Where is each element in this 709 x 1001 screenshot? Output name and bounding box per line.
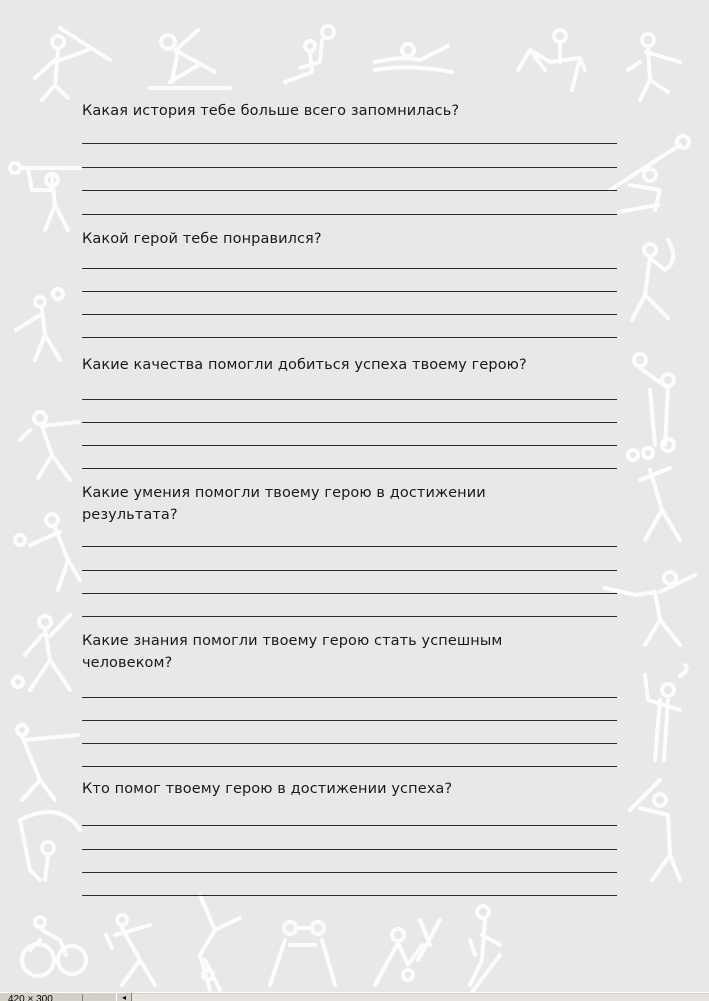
scroll-left-button[interactable]: ◂ [116, 993, 132, 1001]
answer-line[interactable] [82, 214, 617, 215]
rhythmic-gymnast-icon [645, 665, 687, 760]
baseball-icon [630, 780, 680, 880]
handball-icon [16, 289, 63, 360]
answer-line[interactable] [82, 143, 617, 144]
tennis-icon [632, 240, 673, 320]
answer-line[interactable] [82, 872, 617, 873]
answer-line[interactable] [82, 849, 617, 850]
volleyball-icon [15, 514, 80, 590]
answer-line[interactable] [82, 743, 617, 744]
answer-line[interactable] [82, 697, 617, 698]
question-4: Какие умения помогли твоему герою в достижении результата? [82, 485, 486, 523]
shot-put-icon [20, 412, 78, 480]
equestrian-icon [518, 30, 585, 90]
answer-line[interactable] [82, 337, 617, 338]
answer-line[interactable] [82, 314, 617, 315]
badminton-icon [375, 920, 440, 985]
answer-line[interactable] [82, 445, 617, 446]
gymnast-icon [20, 812, 80, 880]
answer-line[interactable] [82, 399, 617, 400]
answer-line[interactable] [82, 766, 617, 767]
football-icon [13, 615, 70, 690]
runner-icon [628, 34, 680, 100]
fencer-icon [605, 572, 695, 645]
diver-icon [200, 895, 240, 990]
rowing-icon [610, 136, 689, 212]
weightlifter-icon [10, 163, 80, 230]
cyclist-icon [22, 917, 86, 976]
answer-line[interactable] [82, 268, 617, 269]
javelin-thrower-icon [35, 28, 110, 100]
answer-line[interactable] [82, 422, 617, 423]
basketball-icon [634, 354, 674, 445]
answer-line[interactable] [82, 825, 617, 826]
question-1: Какая история тебе больше всего запомнилась? [82, 103, 460, 119]
answer-line[interactable] [82, 546, 617, 547]
answer-line[interactable] [82, 720, 617, 721]
answer-line[interactable] [82, 291, 617, 292]
answer-line[interactable] [82, 468, 617, 469]
water-polo-icon [285, 26, 334, 82]
fencing-icon [17, 725, 78, 800]
canoe-icon [150, 30, 230, 88]
answer-line[interactable] [82, 593, 617, 594]
question-5: Какие знания помогли твоему герою стать успешным человеком? [82, 633, 503, 671]
question-2: Какой герой тебе понравился? [82, 231, 322, 247]
swimmer-icon [375, 44, 452, 72]
wrestlers-icon [270, 922, 335, 985]
question-6: Кто помог твоему герою в достижении успеха? [82, 781, 453, 797]
discus-icon [628, 439, 680, 540]
answer-line[interactable] [82, 167, 617, 168]
bowler-icon [106, 915, 155, 985]
answer-line[interactable] [82, 895, 617, 896]
answer-line[interactable] [82, 570, 617, 571]
skier-icon [470, 906, 500, 992]
image-dimensions: 420 × 300 [8, 994, 53, 1001]
question-3: Какие качества помогли добиться успеха твоему герою? [82, 357, 527, 373]
answer-line[interactable] [82, 616, 617, 617]
answer-line[interactable] [82, 190, 617, 191]
